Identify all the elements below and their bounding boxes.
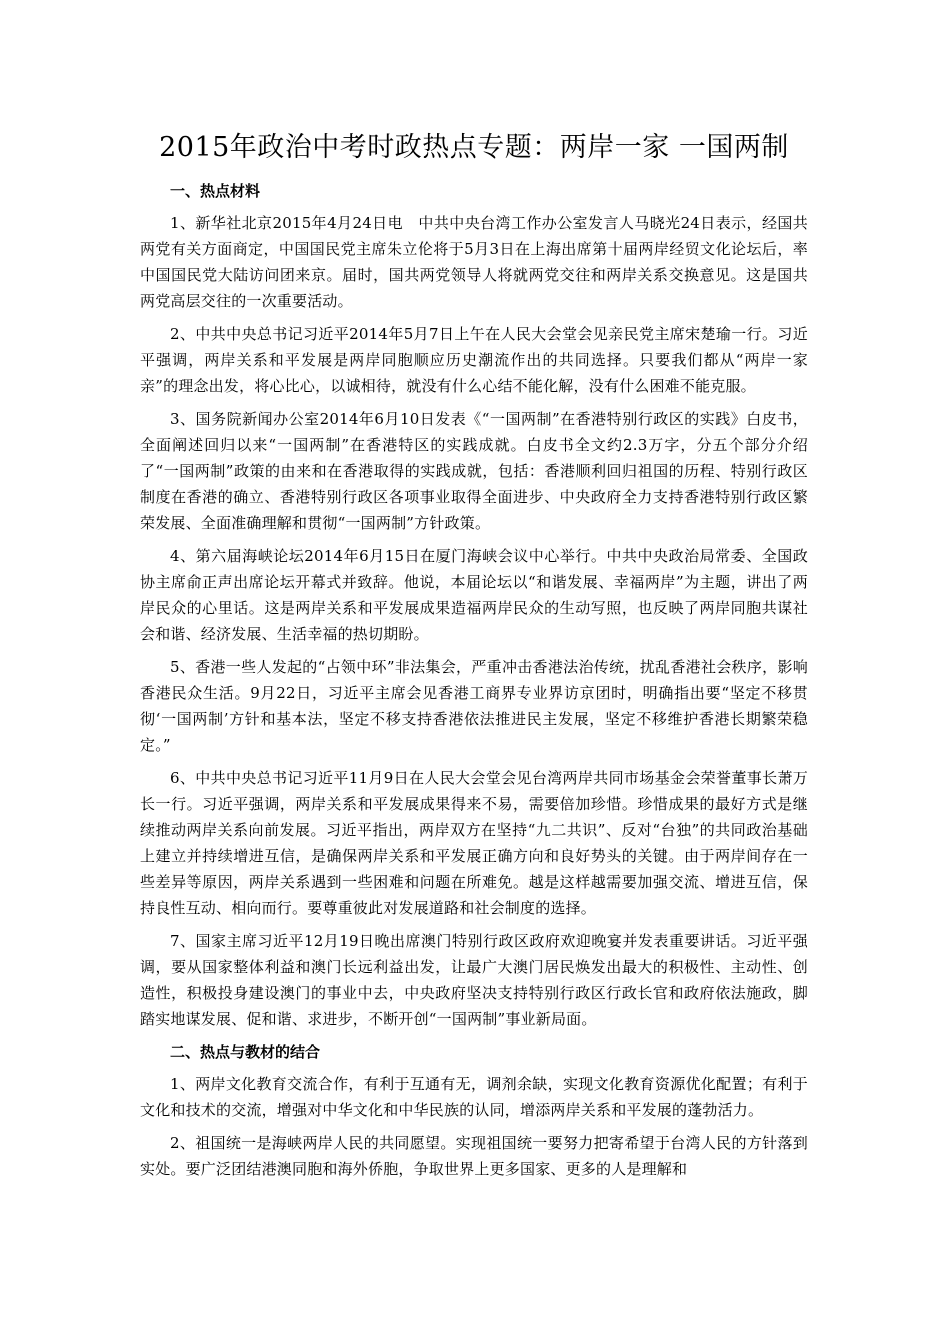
paragraph: 5、香港一些人发起的“占领中环”非法集会，严重冲击香港法治传统，扰乱香港社会秩序，影响香港民众生活。9月22日，习近平主席会见香港工商界专业界访京团时，明确指出要“坚定不移贯彻‘一国两制’方针和基本法，坚定不移支持香港依法推进民主发展，坚定不移维护香港长期繁荣稳定。” — [140, 658, 808, 754]
paragraph: 1、两岸文化教育交流合作，有利于互通有无，调剂余缺，实现文化教育资源优化配置；有利于文化和技术的交流，增强对中华文化和中华民族的认同，增添两岸关系和平发展的蓬勃活力。 — [140, 1075, 808, 1119]
document-body — [140, 128, 808, 1189]
paragraph: 3、国务院新闻办公室2014年6月10日发表《“一国两制”在香港特别行政区的实践》白皮书，全面阐述回归以来“一国两制”在香港特区的实践成就。白皮书全文约2.3万字，分五个部分介绍了“一国两制”政策的由来和在香港取得的实践成就，包括：香港顺利回归祖国的历程、特别行政区制度在香港的确立、香港特别行政区各项事业取得全面进步、中央政府全力支持香港特别行政区繁荣发展、全面准确理解和贯彻“一国两制”方针政策。 — [140, 410, 808, 532]
paragraph: 7、国家主席习近平12月19日晚出席澳门特别行政区政府欢迎晚宴并发表重要讲话。习近平强调，要从国家整体利益和澳门长远利益出发，让最广大澳门居民焕发出最大的积极性、主动性、创造性，积极投身建设澳门的事业中去，中央政府坚决支持特别行政区行政长官和政府依法施政，脚踏实地谋发展、促和谐、求进步，不断开创“一国两制”事业新局面。 — [140, 932, 808, 1028]
section-textbook-connection — [140, 1039, 808, 1182]
section-heading: 一、热点材料 — [170, 182, 261, 200]
paragraph: 2、祖国统一是海峡两岸人民的共同愿望。实现祖国统一要努力把寄希望于台湾人民的方针落到实处。要广泛团结港澳同胞和海外侨胞，争取世界上更多国家、更多的人是理解和 — [140, 1134, 808, 1178]
section-hot-materials — [140, 178, 808, 1032]
paragraph: 2、中共中央总书记习近平2014年5月7日上午在人民大会堂会见亲民党主席宋楚瑜一行。习近平强调，两岸关系和平发展是两岸同胞顺应历史潮流作出的共同选择。只要我们都从“两岸一家亲”的理念出发，将心比心，以诚相待，就没有什么心结不能化解，没有什么困难不能克服。 — [140, 325, 808, 395]
paragraph: 6、中共中央总书记习近平11月9日在人民大会堂会见台湾两岸共同市场基金会荣誉董事长萧万长一行。习近平强调，两岸关系和平发展成果得来不易，需要倍加珍惜。珍惜成果的最好方式是继续推动两岸关系向前发展。习近平指出，两岸双方在坚持“九二共识”、反对“台独”的共同政治基础上建立并持续增进互信，是确保两岸关系和平发展正确方向和良好势头的关键。由于两岸间存在一些差异等原因，两岸关系遇到一些困难和问题在所难免。越是这样越需要加强交流、增进互信，保持良性互动、相向而行。要尊重彼此对发展道路和社会制度的选择。 — [140, 769, 808, 917]
paragraph: 1、新华社北京2015年4月24日电 中共中央台湾工作办公室发言人马晓光24日表示，经国共两党有关方面商定，中国国民党主席朱立伦将于5月3日在上海出席第十届两岸经贸文化论坛后，率中国国民党大陆访问团来京。届时，国共两党领导人将就两党交往和两岸关系交换意见。这是国共两党高层交往的一次重要活动。 — [140, 214, 808, 310]
paragraph: 4、第六届海峡论坛2014年6月15日在厦门海峡会议中心举行。中共中央政治局常委、全国政协主席俞正声出席论坛开幕式并致辞。他说，本届论坛以“和谐发展、幸福两岸”为主题，讲出了两岸民众的心里话。这是两岸关系和平发展成果造福两岸民众的生动写照，也反映了两岸同胞共谋社会和谐、经济发展、生活幸福的热切期盼。 — [140, 547, 808, 643]
section-heading: 二、热点与教材的结合 — [170, 1043, 321, 1061]
document-title: 2015年政治中考时政热点专题：两岸一家 一国两制 — [159, 132, 789, 163]
